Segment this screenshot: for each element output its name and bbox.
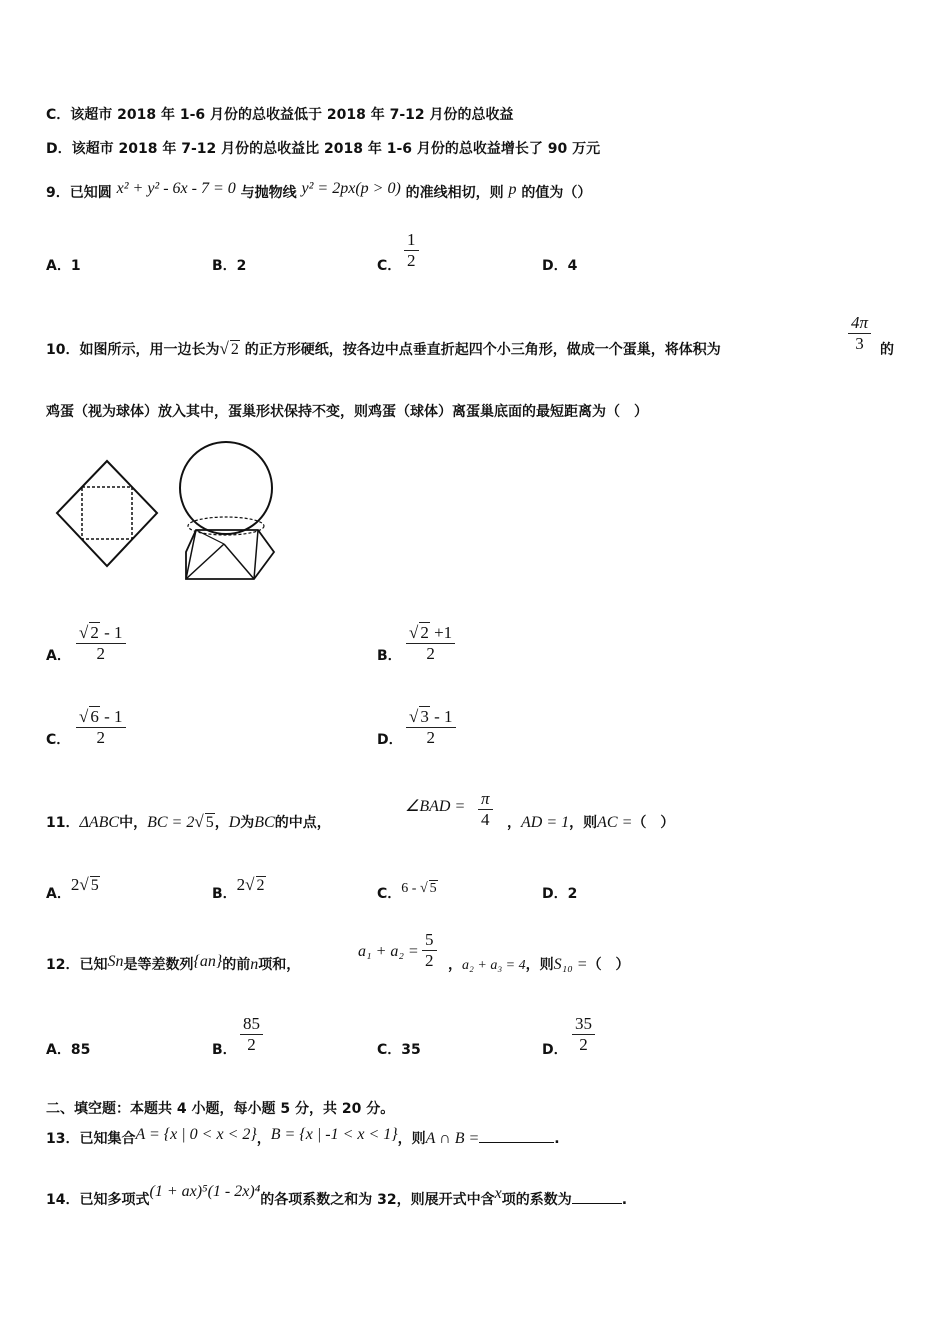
fraction-denominator: 2 [426, 728, 435, 747]
q10-square-fold-figure [52, 458, 162, 573]
q12-text: ，则 [525, 957, 554, 973]
q14-text: 项的系数为 [501, 1192, 572, 1208]
option-value: 6 - [401, 881, 420, 896]
q9-number: 9．已知圆 [46, 185, 112, 201]
numerator-rest: - 1 [99, 623, 123, 642]
sqrt-radicand: 5 [90, 877, 99, 894]
q9-tail-text: 的准线相切，则 [405, 185, 504, 201]
q12-stem [46, 954, 300, 974]
q10-stem-line1 [46, 339, 721, 359]
q10-line1-middle: 的正方形硬纸，按各边中点垂直折起四个小三角形，做成一个蛋巢，将体积为 [244, 342, 721, 358]
q12-option-d-label: D． [542, 1042, 568, 1058]
q12-option-b-label: B． [212, 1042, 237, 1058]
q9-stem [46, 182, 591, 202]
q11-option-a [46, 875, 100, 903]
q12-a1a2-fraction [422, 930, 437, 971]
sqrt-radicand: 5 [429, 881, 437, 896]
fraction-denominator: 4 [481, 810, 490, 829]
q11-text: 的中点， [274, 815, 331, 831]
numerator-rest: - 1 [99, 707, 123, 726]
sqrt-sign: √ [194, 812, 204, 831]
q9-option-a: A．1 [46, 258, 81, 274]
fraction-denominator: 3 [855, 334, 864, 353]
fraction-denominator: 2 [579, 1035, 588, 1054]
q13-expression: A ∩ B = [425, 1130, 480, 1147]
q12-option-b-fraction [240, 1014, 263, 1055]
q10-option-c-fraction [76, 706, 126, 748]
q14-polynomial: (1 + ax)⁵(1 - 2x)⁴ [149, 1183, 261, 1200]
q11-answer-paren: （ ） [632, 815, 675, 831]
q10-option-d-fraction [406, 706, 456, 748]
fraction-numerator: 1 [404, 230, 419, 251]
q12-sn: Sn [107, 953, 124, 970]
q13-set-a: A = {x | 0 < x < 2} [135, 1126, 257, 1143]
fraction-numerator: 5 [422, 930, 437, 951]
q9-parabola-equation: y² = 2px(p > 0) [301, 180, 401, 197]
q11-ac: AC = [597, 814, 633, 831]
q11-point-d: D [228, 814, 241, 831]
sqrt-sign: √ [245, 875, 255, 894]
q12-a1a2 [358, 943, 419, 961]
q10-option-d-label: D． [377, 732, 403, 748]
q13-number: 13．已知集合 [46, 1131, 136, 1147]
q13-answer-blank[interactable] [479, 1128, 554, 1143]
q12-s10: S₁₀ = [553, 956, 588, 973]
q12-text: 是等差数列 [123, 957, 194, 973]
q12-stem-tail [448, 954, 630, 974]
q11-option-d: D．2 [542, 886, 578, 902]
q14-text: 的各项系数之和为 32，则展开式中含 [260, 1192, 495, 1208]
q14-x: x [494, 1185, 502, 1202]
fraction-denominator: 2 [96, 644, 105, 663]
sqrt-radicand: 2 [90, 623, 99, 642]
q12-text: 项和， [258, 957, 301, 973]
q12-answer-paren: （ ） [587, 957, 630, 973]
q14-number: 14．已知多项式 [46, 1192, 150, 1208]
option-value: 2 [70, 875, 80, 894]
numerator-rest: - 1 [429, 707, 453, 726]
sqrt-radicand: 3 [420, 707, 429, 726]
q11-triangle: ΔABC [79, 814, 120, 831]
fraction-numerator: 4π [848, 313, 871, 334]
q12-sequence: {an} [193, 953, 223, 970]
fraction-denominator: 2 [425, 951, 434, 970]
q14-period: . [621, 1192, 628, 1208]
q11-option-b [212, 875, 266, 903]
sqrt-radicand: 2 [420, 623, 429, 642]
q12-number: 12．已知 [46, 957, 108, 973]
q13-set-b: B = {x | -1 < x < 1} [270, 1126, 398, 1143]
q10-stem-line2: 鸡蛋（视为球体）放入其中，蛋巢形状保持不变，则鸡蛋（球体）离蛋巢底面的最短距离为（ ） [46, 404, 648, 420]
q10-option-b-label: B． [377, 648, 402, 664]
q11-number: 11． [46, 815, 80, 831]
q10-option-a-fraction [76, 622, 126, 664]
option-value: 2 [236, 875, 246, 894]
q11-angle-fraction [478, 789, 493, 830]
numerator-rest: +1 [429, 623, 453, 642]
section-fill-in-blank-heading: 二、填空题：本题共 4 小题，每小题 5 分，共 20 分。 [46, 1101, 395, 1117]
q9-option-c-label: C． [377, 258, 402, 274]
q8-option-c: C．该超市 2018 年 1-6 月份的总收益低于 2018 年 7-12 月份的总收益 [46, 107, 514, 123]
q10-option-a-label: A． [46, 648, 71, 664]
q11-text: 中， [119, 815, 148, 831]
option-label: A． [46, 886, 71, 902]
sqrt-sign: √ [219, 339, 229, 358]
q12-option-d-fraction [572, 1014, 595, 1055]
q10-line1-end: 的 [880, 342, 894, 358]
q12-text: ， [448, 957, 462, 973]
q14-answer-blank[interactable] [572, 1189, 622, 1204]
q11-segment-bc: BC [254, 814, 275, 831]
q8-option-d: D．该超市 2018 年 7-12 月份的总收益比 2018 年 1-6 月份的总收益增长了 90 万元 [46, 141, 601, 157]
q12-a1a2-expr: a₁ + a₂ = [358, 943, 419, 960]
q10-egg-nest-figure [176, 438, 281, 588]
fraction-numerator: 85 [240, 1014, 263, 1035]
q11-option-c [377, 883, 438, 903]
q12-text: 的前 [222, 957, 251, 973]
sqrt-sign: √ [79, 875, 89, 894]
fraction-numerator: π [478, 789, 493, 810]
q13-period: . [554, 1131, 560, 1147]
q9-option-b: B．2 [212, 258, 247, 274]
fraction-denominator: 2 [96, 728, 105, 747]
q10-option-c-label: C． [46, 732, 71, 748]
sqrt-radicand: 6 [90, 707, 99, 726]
q9-option-d: D．4 [542, 258, 578, 274]
q11-stem-tail [507, 812, 674, 832]
fraction-numerator: √ 2 - 1 [76, 622, 126, 644]
q9-end-text: 的值为（） [521, 185, 592, 201]
q9-option-c-fraction [404, 230, 419, 271]
q13-text: ， [256, 1131, 271, 1147]
sqrt-radicand: 5 [205, 814, 214, 831]
q10-volume-fraction [848, 313, 871, 354]
fraction-numerator: 35 [572, 1014, 595, 1035]
q13-stem [46, 1128, 560, 1148]
q12-option-a: A．85 [46, 1042, 91, 1058]
q11-ad-length: AD = 1 [521, 814, 570, 831]
q11-angle: ∠BAD = [405, 798, 466, 815]
q9-p-variable: p [508, 181, 517, 198]
q10-option-b-fraction [406, 622, 455, 664]
q12-a2a3-expr: a₂ + a₃ = 4 [462, 958, 526, 973]
fraction-denominator: 2 [247, 1035, 256, 1054]
sqrt-radicand: 2 [230, 341, 239, 358]
q13-text: ，则 [397, 1131, 426, 1147]
sqrt-sign: √ [419, 881, 428, 896]
q9-circle-equation: x² + y² - 6x - 7 = 0 [116, 180, 236, 197]
q9-mid-text: 与抛物线 [240, 185, 297, 201]
option-label: C． [377, 886, 402, 902]
q12-option-c: C．35 [377, 1042, 421, 1058]
option-label: B． [212, 886, 237, 902]
fraction-denominator: 2 [426, 644, 435, 663]
q11-text: ，则 [569, 815, 598, 831]
fraction-denominator: 2 [407, 251, 416, 270]
fraction-numerator: √ 6 - 1 [76, 706, 126, 728]
q11-stem [46, 812, 331, 832]
q11-bc-length: BC = 2 [147, 814, 195, 831]
q11-angle-label [405, 796, 465, 816]
q12-n: n [250, 956, 259, 973]
q10-line1-prefix: 10．如图所示，用一边长为 [46, 342, 220, 358]
q11-text: ， [214, 815, 229, 831]
sqrt-radicand: 2 [256, 877, 265, 894]
fraction-numerator: √ 2 +1 [406, 622, 455, 644]
fraction-numerator: √ 3 - 1 [406, 706, 456, 728]
q14-stem [46, 1183, 628, 1209]
q11-text: 为 [240, 815, 255, 831]
q11-text: ， [507, 815, 521, 831]
